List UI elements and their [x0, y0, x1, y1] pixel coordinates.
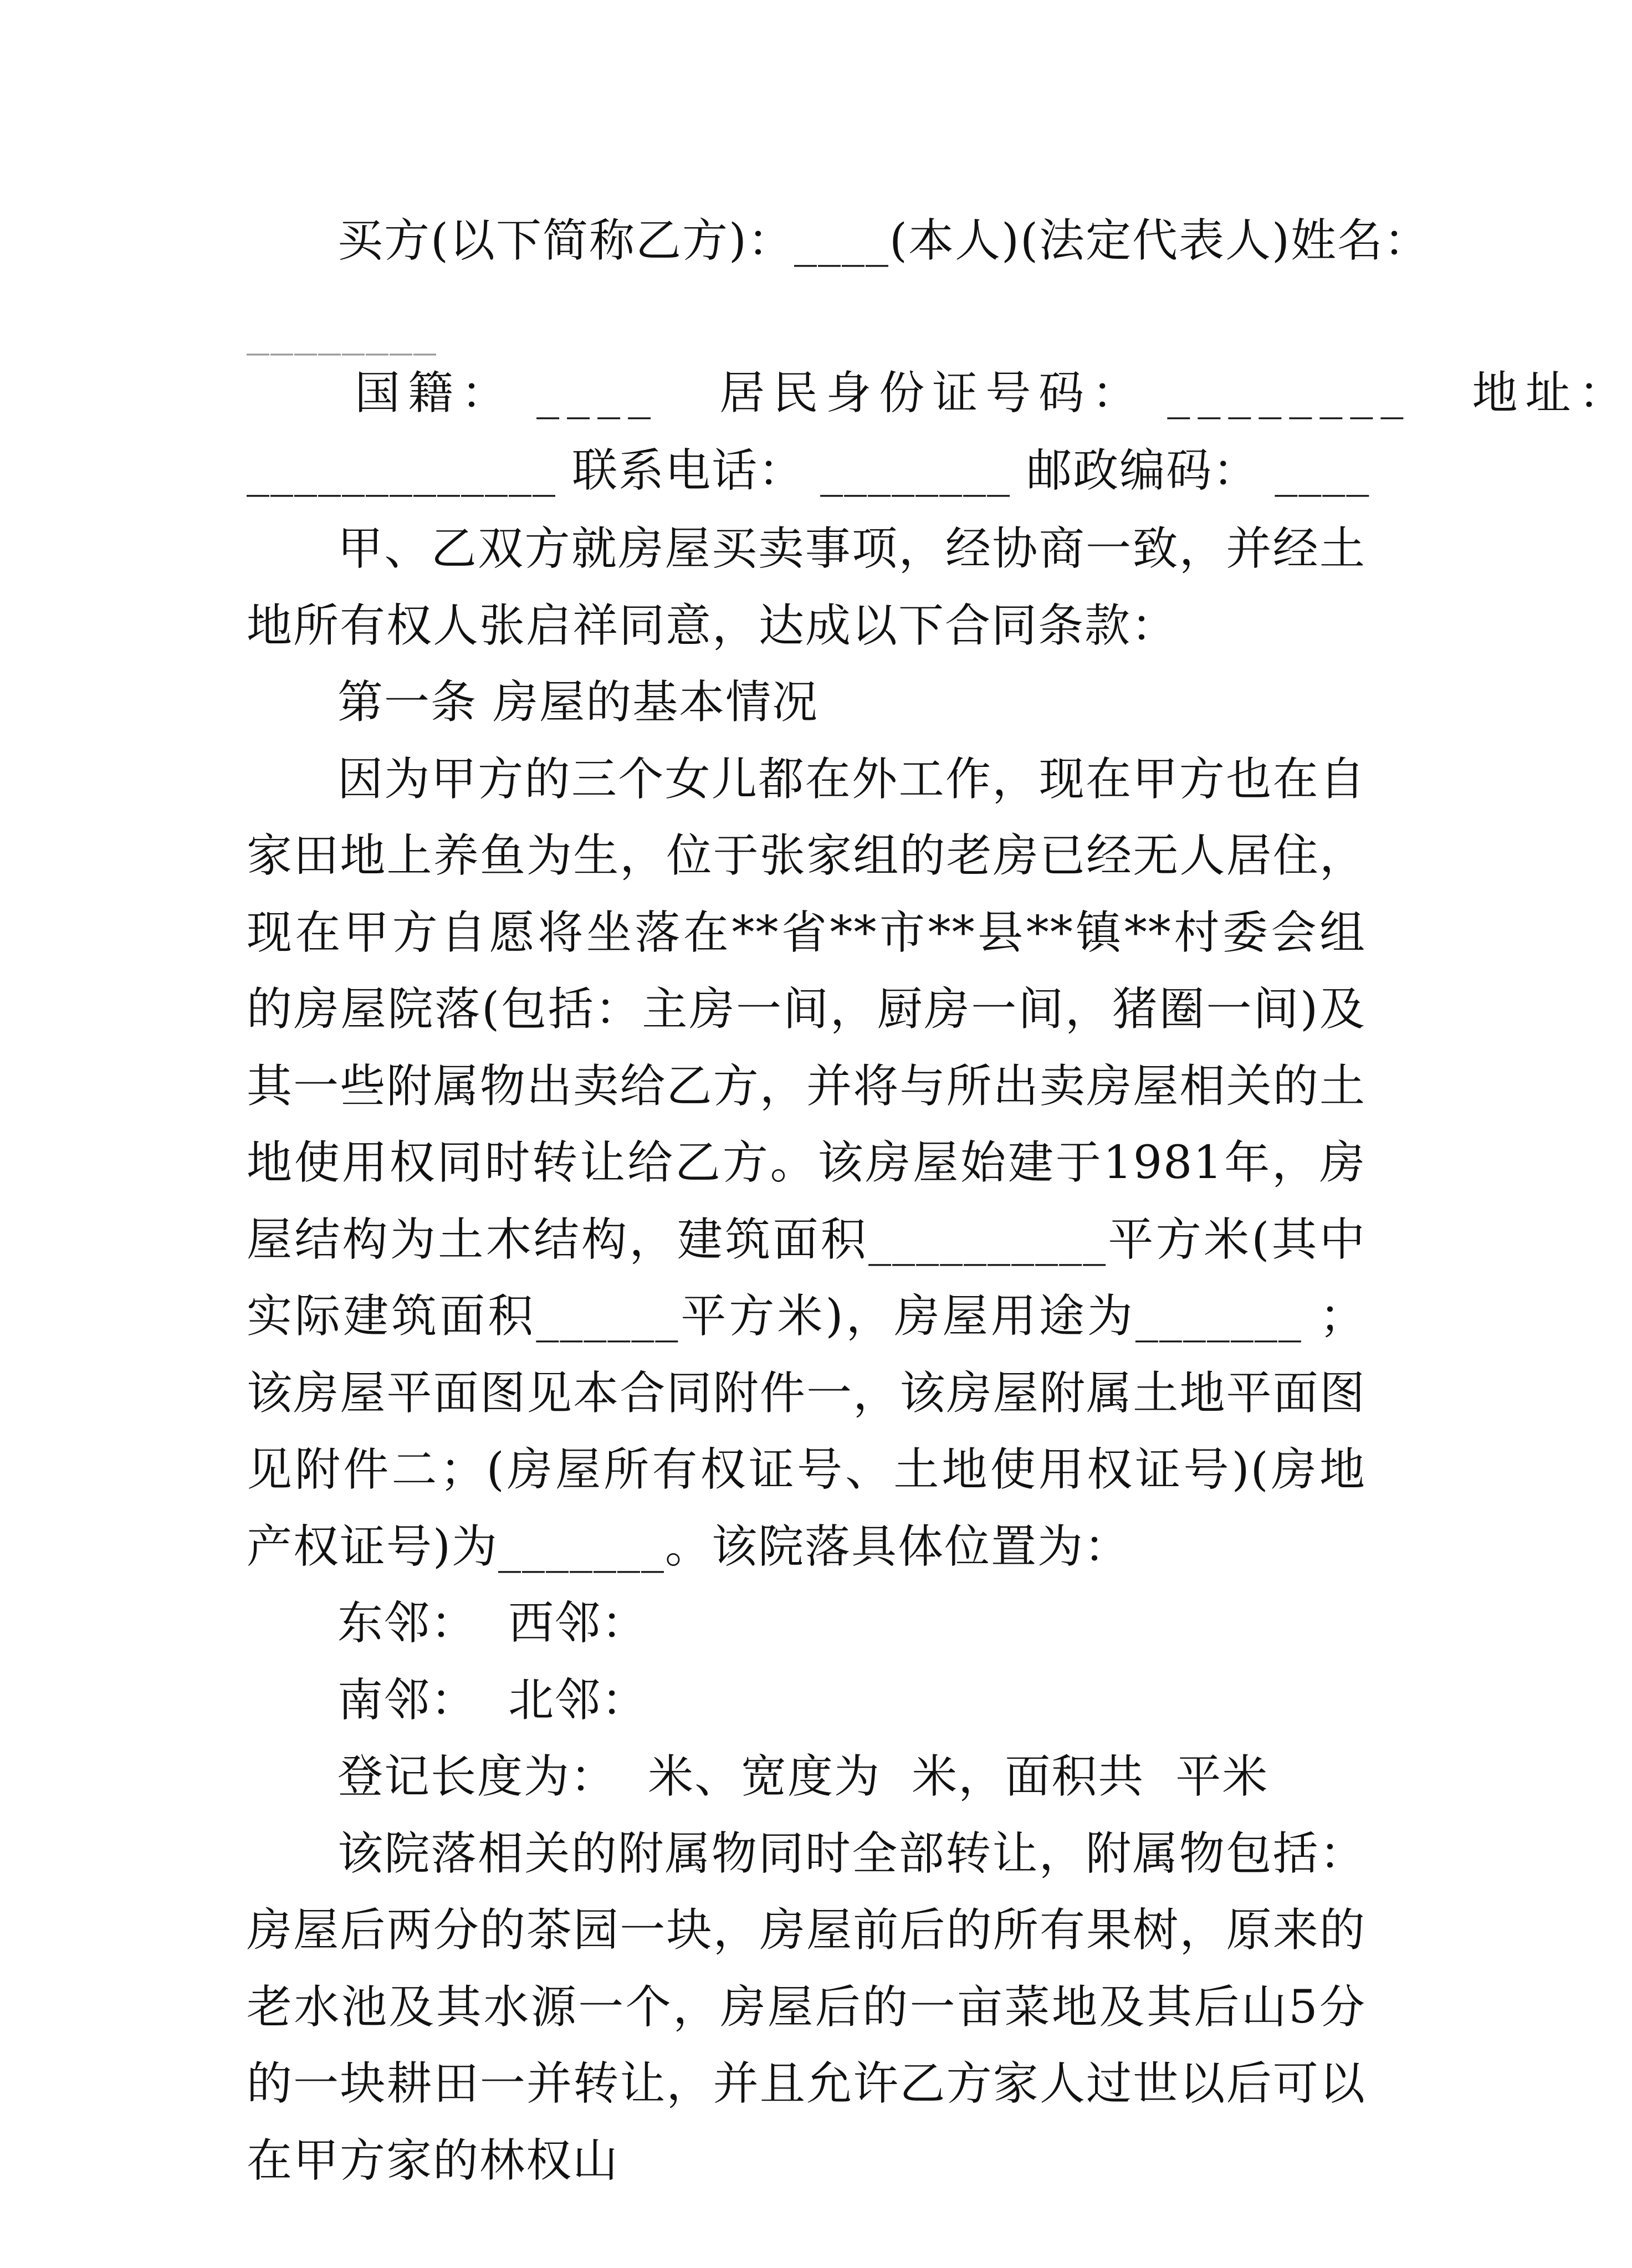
body-text [247, 511, 1366, 2199]
postcode-blank: ____ [1275, 444, 1370, 497]
id-number-blank: ________ [1167, 367, 1411, 419]
article-1-title: 第一条 房屋的基本情况 [337, 676, 819, 729]
nationality-blank: ____ [536, 367, 659, 419]
phone-blank: ________ [820, 444, 1011, 497]
nationality-label: 国籍： [355, 367, 515, 419]
appurtenances-paragraph: 该院落相关的附属物同时全部转让，附属物包括：房屋后两分的茶园一块，房屋前后的所有果树，原来的老水池及其水源一个，房屋后的一亩菜地及其后山5分的一块耕田一并转让，并且允许乙方家人过世以后可以在甲方家的林权山 [247, 1827, 1366, 2187]
postcode-label: 邮政编码： [1026, 444, 1260, 497]
contact-line [247, 443, 1370, 499]
phone-label: 联系电话： [572, 444, 805, 497]
buyer-name-blank: ________ [247, 303, 437, 356]
nationality-line [355, 366, 1632, 421]
dimensions-paragraph: 登记长度为： 米、宽度为 米，面积共 平米 [337, 1750, 1269, 1803]
address-blank: _____________ [247, 444, 556, 497]
id-number-label: 居民身份证号码： [719, 367, 1145, 419]
address-label: 地址： [1472, 367, 1632, 419]
neighbors-east-west: 东邻： 西邻： [337, 1597, 648, 1650]
article-1-body: 因为甲方的三个女儿都在外工作，现在甲方也在自家田地上养鱼为生，位于张家组的老房已经无人居住，现在甲方自愿将坐落在**省**市**县**镇**村委会组的房屋院落(包括：主房一间，厨房一间，猪圈一间)及其一些附属物出卖给乙方，并将与所出卖房屋相关的土地使用权同时转让给乙方。该房屋始建于1981年，房屋结构为土木结构，建筑面积__________平方米(其中实际建筑面积______平方米)，房屋用途为_______ ；该房屋平面图见本合同附件一，该房屋附属土地平面图见附件二；(房屋所有权证号、土地使用权证号)(房地产权证号)为_______。该院落具体位置为： [247, 752, 1366, 1573]
buyer-line-text: 买方(以下简称乙方)：____(本人)(法定代表人)姓名： [337, 214, 1430, 267]
neighbors-south-north: 南邻： 北邻： [337, 1673, 648, 1727]
buyer-line [337, 213, 1430, 269]
intro-paragraph: 甲、乙双方就房屋买卖事项，经协商一致，并经土地所有权人张启祥同意，达成以下合同条款： [247, 523, 1366, 652]
